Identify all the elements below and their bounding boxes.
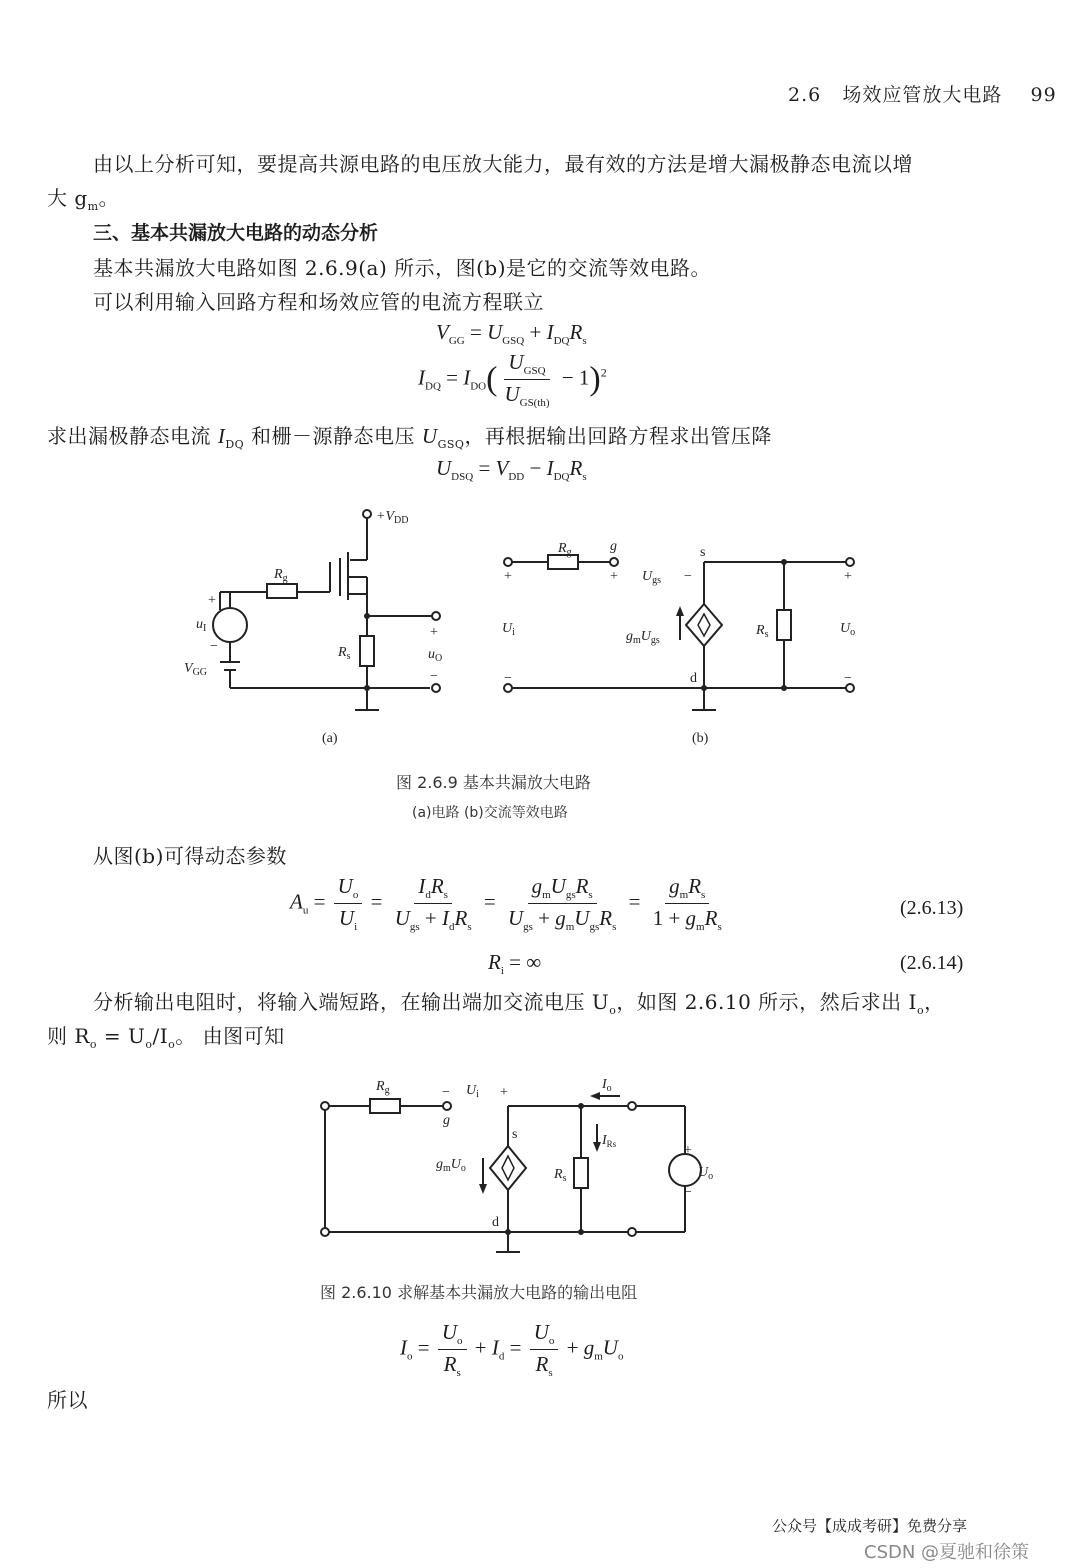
eq-number-14: (2.6.14) — [900, 952, 964, 974]
para1-line2: 大 $g_m$。 — [47, 186, 120, 213]
header-title: 场效应管放大电路 — [842, 84, 1003, 106]
equation-io: $I_o$ = $\frac{U_o}{R_s}$ + $I_d$ = $\frac{U_o}{R_s}$ + $g_mU_o$ — [400, 1320, 624, 1380]
fig-b-label: (b) — [692, 731, 709, 746]
footer-note: 公众号【成成考研】免费分享 — [772, 1517, 968, 1535]
svg-text:−: − — [844, 671, 852, 686]
figure-2-6-10 — [300, 1066, 740, 1266]
para2: 基本共漏放大电路如图 2.6.9(a) 所示，图(b)是它的交流等效电路。 — [93, 256, 712, 280]
para6-line2: 则 $R_o = U_o/I_o$。 由图可知 — [47, 1024, 285, 1051]
svg-text:Rg: $R_g$ — [376, 1079, 390, 1096]
svg-text:s: s — [512, 1127, 518, 1142]
svg-text:+: + — [500, 1085, 508, 1100]
svg-text:Rg: $R_g$ — [558, 541, 572, 558]
svg-text:Rs: $R_s$ — [554, 1167, 567, 1184]
svg-text:+: + — [610, 569, 618, 584]
svg-text:+: + — [684, 1143, 692, 1158]
svg-text:−: − — [442, 1085, 450, 1100]
section-heading: 三、基本共漏放大电路的动态分析 — [93, 222, 379, 244]
para6-line1: 分析输出电阻时，将输入端短路，在输出端加交流电压 $U_o$，如图 2.6.10 所示，然后求出 $I_o$， — [93, 990, 945, 1017]
svg-text:−: − — [210, 639, 218, 654]
svg-text:VGG: $V_{GG}$ — [184, 661, 208, 678]
svg-text:gmUgs: $g_mU_{gs}$ — [626, 629, 660, 646]
svg-text:−: − — [684, 569, 692, 584]
equation-au: $A_u$ = $\frac{U_o}{U_i}$ = $\frac{I_dR_s}{U_{gs} + I_dR_s}$ = $\frac{g_mU_{gs}R_s}{U_{gs} + g_mU_{gs}R_s}$ = $\frac{g_mR_s}{1 + g_mR_s}$ — [290, 874, 722, 934]
svg-text:−: − — [504, 671, 512, 686]
para7: 所以 — [47, 1388, 88, 1412]
header-section: 2.6 — [788, 84, 822, 106]
figure1-caption: 图 2.6.9 基本共漏放大电路 — [396, 773, 591, 792]
svg-text:uI: $u_I$ — [196, 617, 207, 634]
page-number: 99 — [1030, 84, 1057, 106]
svg-text:−: − — [430, 669, 438, 684]
equation-udsq: $U_{DSQ} = V_{DD} - I_{DQ}R_s$ — [436, 456, 587, 484]
svg-text:d: d — [690, 671, 697, 686]
svg-text:uO: $u_O$ — [428, 647, 443, 664]
svg-text:d: d — [492, 1215, 499, 1230]
figure-2-6-9 — [170, 500, 870, 760]
svg-text:IRs: $I_{Rs}$ — [602, 1133, 617, 1149]
running-header — [788, 80, 1057, 107]
svg-text:Ui: $U_i$ — [502, 621, 515, 638]
para5: 从图(b)可得动态参数 — [93, 844, 287, 868]
svg-text:+: + — [844, 569, 852, 584]
equation-idq: $I_{DQ} = I_{DO}$( $\frac{U_{GSQ}}{U_{GS(th)}}$ − 1)$^2$ — [418, 350, 607, 410]
csdn-watermark: CSDN @夏驰和徐策 — [864, 1542, 1030, 1563]
svg-text:+: + — [430, 625, 438, 640]
figure2-caption: 图 2.6.10 求解基本共漏放大电路的输出电阻 — [320, 1283, 638, 1302]
svg-text:+: + — [208, 593, 216, 608]
para3: 可以利用输入回路方程和场效应管的电流方程联立 — [93, 290, 544, 314]
svg-text:Rg: $R_g$ — [274, 567, 288, 584]
eq-number-13: (2.6.13) — [900, 897, 964, 919]
svg-text:g: g — [443, 1113, 450, 1128]
svg-text:Uo: $U_o$ — [698, 1165, 714, 1182]
svg-text:gmUo: $g_mU_o$ — [436, 1157, 466, 1174]
svg-text:g: g — [610, 539, 617, 554]
svg-text:+VDD: $+V_{DD}$ — [376, 509, 409, 526]
svg-text:−: − — [684, 1185, 692, 1200]
para4: 求出漏极静态电流 $I_{DQ}$ 和栅－源静态电压 $U_{GSQ}$，再根据输出回路方程求出管压降 — [47, 424, 772, 451]
svg-text:Uo: $U_o$ — [840, 621, 856, 638]
equation-ri: $R_i$ = ∞ — [488, 950, 542, 978]
svg-text:+: + — [504, 569, 512, 584]
svg-text:Ugs: $U_{gs}$ — [642, 569, 662, 586]
svg-text:Rs: $R_s$ — [338, 645, 351, 662]
svg-text:Io: $I_o$ — [602, 1077, 612, 1094]
equation-vgg: $V_{GG} = U_{GSQ} + I_{DQ}R_s$ — [436, 320, 587, 348]
para1-line1: 由以上分析可知，要提高共源电路的电压放大能力，最有效的方法是增大漏极静态电流以增 — [93, 152, 913, 176]
svg-text:Rs: $R_s$ — [756, 623, 769, 640]
svg-text:s: s — [700, 545, 706, 560]
fig-a-label: (a) — [322, 731, 338, 746]
svg-text:Ui: $U_i$ — [466, 1083, 479, 1100]
figure1-subcaption: (a)电路 (b)交流等效电路 — [412, 805, 568, 821]
